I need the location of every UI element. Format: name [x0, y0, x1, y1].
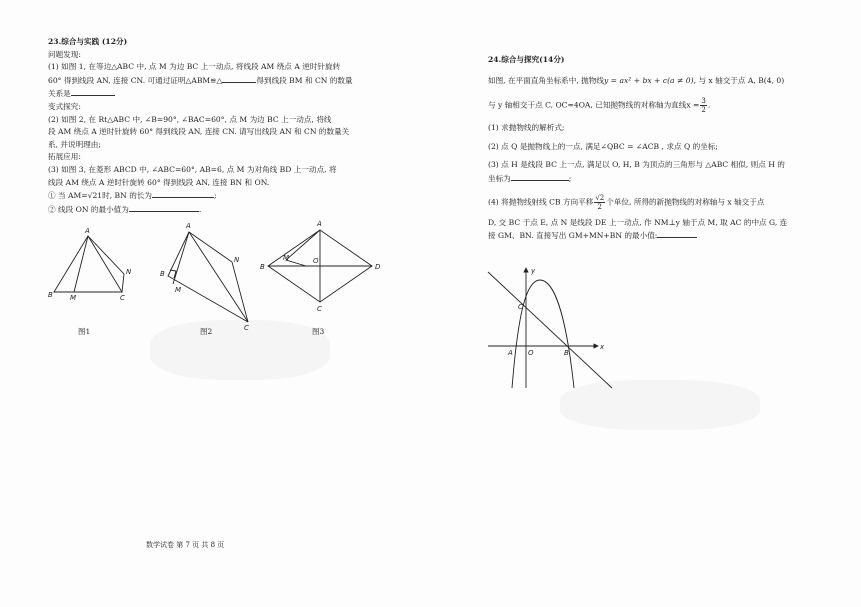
fig2-label-m: M — [175, 286, 182, 294]
q24-parabola-formula: y = ax² + bx + c(a ≠ 0) — [603, 75, 694, 85]
q23-part1-line3 — [48, 87, 400, 101]
q23-section-discovery: 问题发现: — [48, 49, 81, 59]
figure-1 — [54, 236, 124, 292]
fig3-label-b: B — [260, 263, 265, 271]
graph-label-c: C — [518, 303, 523, 311]
page-footer: 数学试卷 第 7 页 共 8 页 — [146, 541, 225, 549]
q24-part3-line2 — [488, 172, 818, 186]
q24-intro-line2 — [488, 97, 818, 114]
fig1-caption: 图1 — [78, 327, 91, 336]
fraction-denominator: 2 — [701, 106, 706, 115]
q24-intro-text: 如图, 在平面直角坐标系中, 抛物线 — [488, 75, 604, 85]
q24-part4-text3: 接 GM、BN. 直接写出 GM+MN+BN 的最小值: — [488, 231, 658, 241]
q23-part3-q1 — [48, 189, 400, 203]
q24-part4-line3 — [488, 229, 818, 243]
q23-q2-end: . — [198, 204, 202, 214]
q24-title: 24.综合与探究(14分) — [488, 55, 565, 64]
fig3-label-a: A — [317, 220, 322, 228]
graph-label-b: B — [564, 349, 569, 357]
q24-axis-end: . — [707, 100, 711, 110]
question-24 — [488, 54, 818, 243]
q24-part3-end: ; — [568, 173, 572, 183]
q24-axis-text: 与 y 轴相交于点 C, OC=4OA, 已知抛物线的对称轴为直线x = — [488, 100, 700, 110]
fig2-label-a: A — [186, 222, 191, 230]
figure-2 — [168, 232, 248, 322]
q23-q1-text: ① 当 AM=√21时, BN 的长为 — [48, 191, 152, 201]
line-cb — [488, 272, 612, 388]
answer-blank[interactable] — [71, 87, 115, 96]
q23-part2-line3: 系, 并说明理由; — [48, 139, 101, 149]
fig1-label-c: C — [120, 294, 125, 302]
fig3-label-m: M — [283, 254, 290, 262]
figure-3 — [268, 230, 372, 302]
q23-part2-line2: 段 AM 绕点 A 逆时针旋转 60° 得到线段 AN, 连接 CN. 请写出线段 AN 和 CN 的数量关 — [48, 127, 350, 137]
answer-blank[interactable] — [657, 229, 697, 238]
q24-part3-text: 坐标为 — [488, 173, 511, 183]
fig2-label-b: B — [160, 270, 165, 278]
q23-figures — [40, 212, 400, 342]
graph-label-y: y — [531, 267, 536, 275]
fig2-label-n: N — [234, 256, 240, 264]
question-23 — [48, 36, 400, 216]
q23-q1-end: ; — [213, 191, 217, 201]
q23-q2-text: ② 线段 ON 的最小值为 — [48, 204, 129, 214]
answer-blank[interactable] — [129, 203, 202, 214]
graph-label-o: O — [528, 349, 534, 357]
fraction-denominator: 2 — [597, 202, 603, 211]
fig3-label-c: C — [317, 305, 322, 313]
q24-graph — [486, 264, 616, 392]
q23-part1-line2 — [48, 74, 400, 88]
fig3-caption: 图3 — [312, 327, 325, 336]
q24-intro-text2: , 与 x 轴交于点 A, B(4, 0) — [693, 75, 785, 85]
fraction-three-halves — [700, 97, 706, 114]
q23-part1-text2: 得到线段 BM 和 CN 的数量 — [256, 75, 353, 85]
q24-intro-line1 — [488, 75, 818, 88]
graph-label-a: A — [508, 349, 513, 357]
q24-part1: (1) 求抛物线的解析式; — [488, 123, 565, 133]
fraction-numerator: 3 — [701, 97, 706, 106]
fraction-sqrt2-over-2 — [594, 194, 605, 211]
q24-part4-line1 — [488, 194, 818, 211]
q23-part3-line2: 线段 AM 绕点 A 逆时针旋转 60° 得到线段 AN, 连接 BN 和 ON. — [48, 177, 270, 187]
fraction-numerator: √2 — [595, 193, 605, 202]
fig2-label-c: C — [244, 324, 249, 332]
fig3-label-o: O — [313, 257, 319, 265]
q24-part4-line2: D, 交 BC 于点 E, 点 N 是线段 DE 上一动点, 作 NM⊥y 轴于点 M, 取 AC 的中点 G, 连 — [488, 217, 788, 227]
fig1-label-a: A — [85, 227, 90, 235]
q23-section-extension: 拓展应用: — [48, 152, 81, 162]
answer-blank[interactable] — [222, 74, 256, 83]
q23-part3-line1: (3) 如图 3, 在菱形 ABCD 中, ∠ABC=60°, AB=6, 点 M 为对角线 BD 上一动点, 将 — [48, 164, 337, 174]
q24-part2: (2) 点 Q 是抛物线上的一点, 满足∠QBC = ∠ACB , 求点 Q 的坐标; — [488, 141, 718, 151]
q23-part2-line1: (2) 如图 2, 在 Rt△ABC 中, ∠B=90°, ∠BAC=60°, 点 M 为边 BC 上一动点, 将线 — [48, 114, 332, 124]
fig1-label-b: B — [48, 291, 53, 299]
q24-part4-text2: 个单位, 所得的新抛物线的对称轴与 x 轴交于点 — [606, 197, 765, 207]
q23-part1-relation: 关系是 — [48, 89, 71, 99]
q23-part1-line1: (1) 如图 1, 在等边△ABC 中, 点 M 为边 BC 上一动点, 将线段 AM 绕点 A 逆时针旋转 — [48, 62, 341, 72]
fig1-label-m: M — [70, 294, 77, 302]
answer-blank[interactable] — [511, 172, 569, 181]
fig1-label-n: N — [126, 268, 132, 276]
answer-blank[interactable] — [152, 189, 214, 198]
q23-title: 23.综合与实践 (12分) — [48, 37, 128, 46]
graph-label-x: x — [600, 343, 605, 351]
q23-section-variation: 变式探究: — [48, 101, 81, 111]
q24-part3-line1: (3) 点 H 是线段 BC 上一点, 满足以 O, H, B 为顶点的三角形与 △ABC 相似, 则点 H 的 — [488, 160, 785, 170]
q24-part4-text: (4) 将抛物线射线 CB 方向平移 — [488, 197, 594, 207]
fig3-label-d: D — [375, 263, 381, 271]
q23-part1-text: 60° 得到线段 AN, 连接 CN. 可通过证明△ABM≌△ — [48, 75, 223, 85]
parabola-curve — [512, 280, 574, 388]
fig2-caption: 图2 — [200, 327, 213, 336]
